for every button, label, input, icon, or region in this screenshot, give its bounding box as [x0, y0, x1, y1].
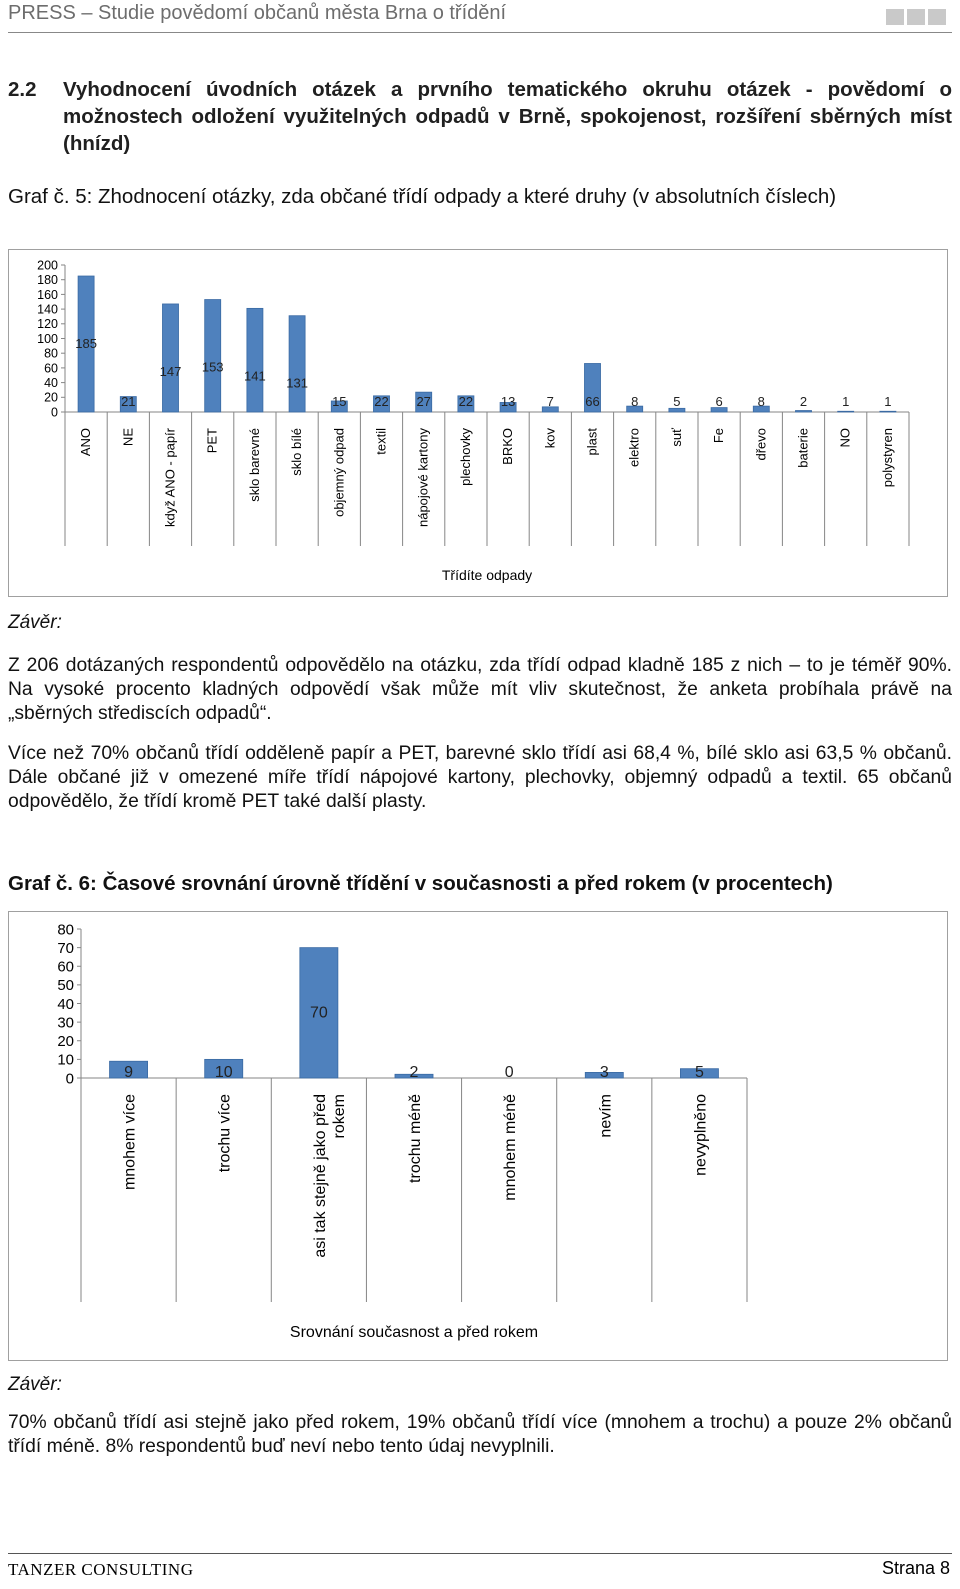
data-label: 10 — [214, 1064, 233, 1081]
y-tick-label: 0 — [51, 405, 58, 420]
category-label: NE — [120, 428, 136, 447]
conclusion-paragraph-2: 70% občanů třídí asi stejně jako před rokem, 19% občanů třídí více (mnohem a trochu) a pouze 2% občanů třídí méně. 8% respondentů buď neví nebo tento údaj nevyplnili. — [8, 1412, 952, 1457]
category-label: Fe — [711, 428, 727, 444]
y-tick-label: 20 — [44, 390, 58, 405]
bar-4 — [247, 308, 263, 412]
category-label: kov — [542, 428, 558, 449]
category-label: PET — [204, 428, 220, 454]
data-label: 6 — [715, 394, 723, 409]
category-label: nápojové kartony — [415, 428, 431, 528]
chart-time-comparison-box — [8, 911, 948, 1361]
footer-company: TANZER CONSULTING — [8, 1560, 194, 1579]
data-label: 185 — [75, 336, 97, 352]
chart-time-comparison — [9, 912, 947, 1360]
data-label: 70 — [309, 1004, 328, 1022]
category-label: plast — [584, 428, 600, 456]
bar-2 — [162, 304, 178, 412]
category-label: když ANO - papír — [162, 428, 178, 527]
x-axis-title: Srovnání současnost a před rokem — [289, 1324, 539, 1341]
y-tick-label: 180 — [37, 273, 58, 288]
graf6-heading-text: Časové srovnání úrovně třídění v současnosti a před rokem (v procentech) — [96, 872, 833, 895]
category-label: nevyplněno — [692, 1094, 710, 1176]
category-label: NO — [837, 428, 853, 448]
y-tick-label: 20 — [57, 1033, 74, 1050]
data-label: 147 — [159, 363, 182, 379]
data-label: 5 — [694, 1064, 704, 1081]
conclusion-paragraph-1b: Více než 70% občanů třídí odděleně papír a PET, barevné sklo třídí asi 68,4 %, bílé sklo asi 63,5 % občanů. Dále občané již v omezené míře třídí nápojové kartony, plechovky, objemný odpadů a textil. 65 občanů odpovědělo, že třídí kromě PET také další plasty. — [8, 743, 952, 812]
data-label: 8 — [757, 394, 765, 409]
category-label: sklo barevné — [246, 428, 262, 502]
y-tick-label: 0 — [65, 1070, 74, 1088]
data-label: 8 — [631, 394, 639, 409]
graf5-heading — [8, 183, 952, 210]
y-tick-label: 40 — [57, 995, 74, 1013]
conclusion-paragraph-1a: Z 206 dotázaných respondentů odpovědělo na otázku, zda třídí odpad kladně 185 z nich – to je téměř 90%. Na vysoké procento kladných odpovědí však může mít vliv skutečnost, že anketa probíhala právě na „sběrných střediscích odpadů“. — [8, 655, 952, 724]
data-label: 1 — [842, 394, 850, 409]
data-label: 141 — [244, 368, 266, 384]
data-label: 131 — [286, 375, 308, 391]
data-label: 15 — [332, 394, 347, 409]
data-label: 27 — [416, 394, 431, 409]
y-tick-label: 100 — [37, 331, 58, 346]
section-number: 2.2 — [8, 78, 37, 101]
category-label: mnohem méně — [502, 1094, 520, 1201]
header-divider — [8, 32, 952, 33]
y-tick-label: 40 — [44, 375, 58, 390]
y-tick-label: 120 — [37, 317, 58, 332]
document-header-title: PRESS – Studie povědomí občanů města Brna o třídění — [8, 2, 507, 24]
data-label: 1 — [884, 394, 892, 409]
category-label: dřevo — [753, 428, 769, 461]
graf6-heading-prefix: Graf č. 6: — [8, 872, 97, 895]
y-tick-label: 200 — [37, 258, 58, 273]
conclusion-label-2: Závěr: — [8, 1374, 62, 1395]
category-label: asi tak stejně jako před rokem — [311, 1094, 349, 1258]
y-tick-label: 70 — [57, 939, 74, 957]
category-label: baterie — [795, 428, 811, 468]
graf6-heading — [8, 870, 952, 897]
footer-divider — [8, 1553, 952, 1554]
section-title: Vyhodnocení úvodních otázek a prvního tematického okruhu otázek - povědomí o možnostech odložení využitelných odpadů v Brně, spokojenost, rozšíření sběrných míst (hnízd) — [63, 78, 952, 155]
y-tick-label: 50 — [57, 977, 74, 995]
y-tick-label: 80 — [57, 921, 74, 939]
category-label: mnohem více — [121, 1094, 139, 1191]
bar-19 — [880, 411, 896, 412]
data-label: 153 — [201, 359, 224, 375]
y-tick-label: 160 — [37, 287, 58, 302]
y-tick-label: 140 — [37, 302, 58, 317]
category-label: suť — [668, 428, 684, 447]
data-label: 7 — [546, 394, 554, 409]
footer-page-number: Strana 8 — [881, 1558, 950, 1578]
bar-18 — [838, 411, 854, 412]
category-label: trochu méně — [407, 1094, 424, 1183]
category-label: plechovky — [457, 428, 473, 486]
chart-sorting-types-box — [8, 249, 948, 597]
data-label: 3 — [599, 1064, 609, 1081]
data-label: 2 — [799, 394, 808, 409]
y-tick-label: 10 — [57, 1051, 74, 1069]
data-label: 2 — [409, 1064, 419, 1081]
graf5-heading-text: Zhodnocení otázky, zda občané třídí odpady a které druhy (v absolutních číslech) — [92, 185, 837, 208]
bar-3 — [205, 300, 221, 412]
category-label: textil — [373, 428, 389, 455]
category-label: sklo bílé — [289, 428, 305, 476]
category-label: nevím — [597, 1094, 615, 1138]
y-tick-label: 30 — [57, 1014, 74, 1032]
data-label: 22 — [458, 394, 474, 409]
category-label: trochu více — [216, 1094, 234, 1173]
category-label: ANO — [78, 428, 94, 457]
data-label: 66 — [585, 394, 600, 409]
section-heading — [8, 76, 952, 157]
y-tick-label: 60 — [57, 958, 74, 976]
category-label: BRKO — [500, 428, 516, 465]
category-label: polystyren — [879, 428, 895, 488]
data-label: 9 — [124, 1064, 134, 1081]
bar-5 — [289, 316, 305, 412]
data-label: 0 — [504, 1064, 514, 1081]
category-label: elektro — [626, 428, 642, 468]
conclusion-label-1: Závěr: — [8, 612, 62, 633]
data-label: 5 — [673, 394, 681, 409]
y-tick-label: 80 — [44, 346, 58, 361]
data-label: 21 — [121, 394, 136, 409]
header-decoration — [886, 9, 946, 25]
x-axis-title: Třídíte odpady — [441, 567, 533, 583]
y-tick-label: 60 — [44, 361, 58, 376]
chart-sorting-types — [9, 250, 947, 596]
data-label: 13 — [500, 394, 516, 409]
category-label: objemný odpad — [331, 428, 347, 517]
graf5-heading-prefix: Graf č. 5: — [8, 185, 93, 208]
bar-17 — [795, 411, 811, 412]
data-label: 22 — [374, 394, 389, 409]
